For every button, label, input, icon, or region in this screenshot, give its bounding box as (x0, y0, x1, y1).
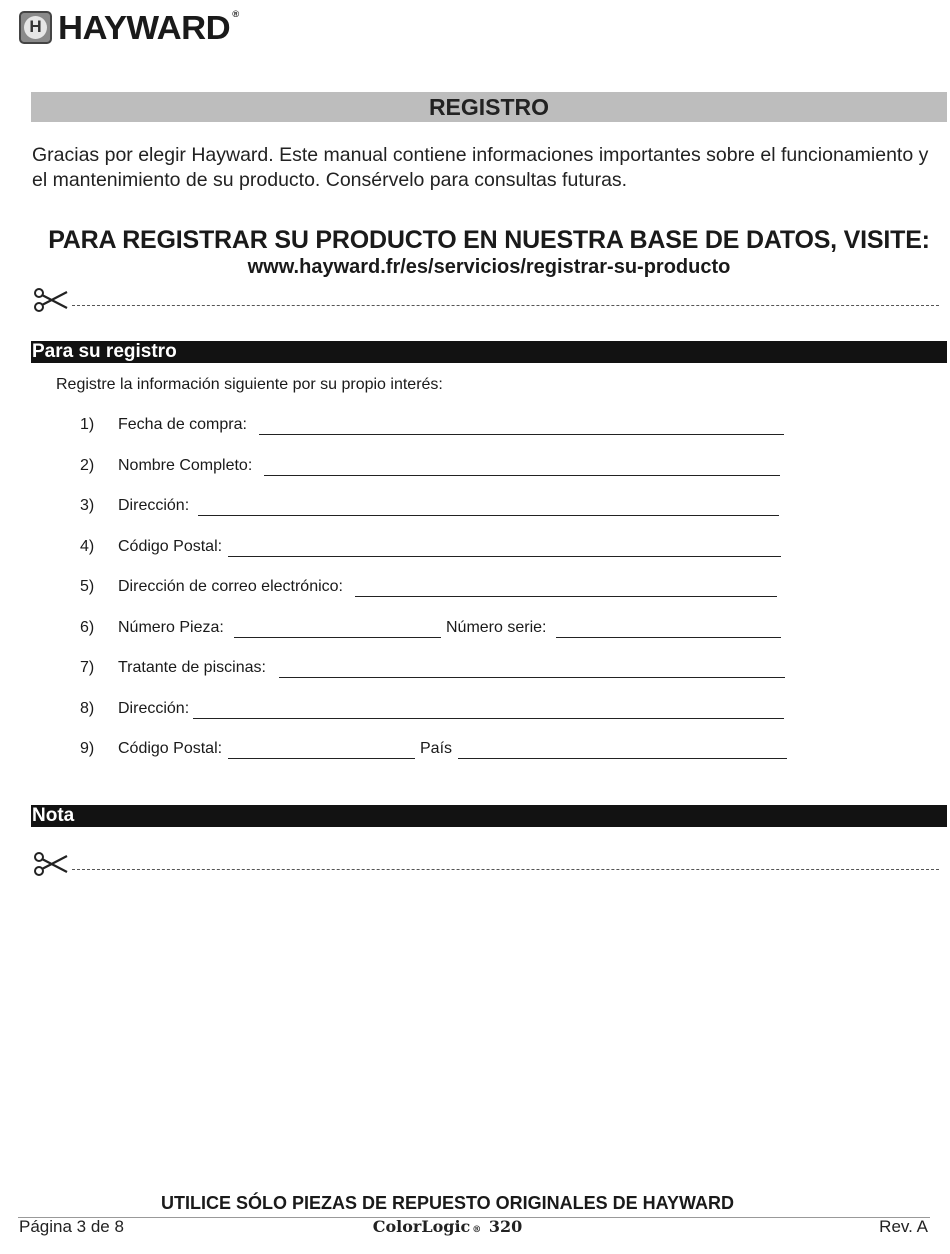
dealer-address-label: Dirección: (118, 700, 190, 717)
hayward-logo-icon (19, 11, 52, 44)
cut-line-bottom (33, 850, 939, 878)
purchase-date-label: Fecha de compra: (118, 416, 247, 433)
scissors-icon (33, 850, 69, 878)
address-field[interactable] (198, 515, 779, 516)
row-number: 7) (80, 659, 95, 676)
row-number: 4) (80, 538, 95, 555)
section-header-registro: Para su registro (31, 341, 947, 363)
full-name-field[interactable] (264, 475, 780, 476)
form-row-purchase-date (80, 416, 800, 438)
postal-code-field[interactable] (228, 556, 781, 557)
part-number-label: Número Pieza: (118, 619, 224, 636)
row-number: 1) (80, 416, 95, 433)
dealer-postal-code-label: Código Postal: (118, 740, 223, 757)
page-title: REGISTRO (31, 92, 947, 122)
form-row-dealer-address (80, 700, 800, 722)
logo-wordmark (58, 8, 239, 46)
purchase-date-field[interactable] (259, 434, 784, 435)
row-number: 2) (80, 457, 95, 474)
email-field[interactable] (355, 596, 777, 597)
product-registered-mark: ® (472, 1225, 482, 1235)
intro-paragraph: Gracias por elegir Hayward. Este manual contiene informaciones importantes sobre el funcionamiento y el mantenimiento de su producto. Consérvelo para consultas futuras. (32, 144, 929, 191)
row-number: 9) (80, 740, 95, 757)
logo-text: HAYWARD (58, 8, 231, 46)
part-number-field[interactable] (234, 637, 441, 638)
revision: Rev. A (879, 1217, 928, 1236)
serial-number-field[interactable] (556, 637, 781, 638)
product-brand: ColorLogic (372, 1217, 471, 1236)
cut-line-top (33, 286, 939, 314)
serial-number-label: Número serie: (446, 619, 547, 636)
postal-code-label: Código Postal: (118, 538, 223, 555)
parts-warning: UTILICE SÓLO PIEZAS DE REPUESTO ORIGINALES DE HAYWARD (160, 1193, 735, 1213)
product-name (0, 1217, 895, 1236)
section-header-nota: Nota (31, 805, 947, 827)
row-number: 5) (80, 578, 95, 595)
full-name-label: Nombre Completo: (118, 457, 253, 474)
dashed-cut-line (72, 869, 939, 870)
row-number: 8) (80, 700, 95, 717)
form-row-postal-code (80, 538, 800, 560)
hayward-logo (19, 8, 239, 46)
country-field[interactable] (458, 758, 787, 759)
row-number: 3) (80, 497, 95, 514)
registration-heading: PARA REGISTRAR SU PRODUCTO EN NUESTRA BASE DE DATOS, VISITE: (48, 226, 930, 254)
form-row-email (80, 578, 800, 600)
form-row-full-name (80, 457, 800, 479)
dealer-address-field[interactable] (193, 718, 784, 719)
row-number: 6) (80, 619, 95, 636)
dashed-cut-line (72, 305, 939, 306)
email-label: Dirección de correo electrónico: (118, 578, 343, 595)
form-row-part-serial (80, 619, 800, 641)
address-label: Dirección: (118, 497, 190, 514)
form-row-pool-dealer (80, 659, 800, 681)
country-label: País (420, 740, 453, 757)
form-row-address (80, 497, 800, 519)
logo-badge-letter: H (24, 16, 47, 39)
pool-dealer-field[interactable] (279, 677, 785, 678)
dealer-postal-code-field[interactable] (228, 758, 415, 759)
product-model: 320 (488, 1217, 523, 1236)
registration-url[interactable]: www.hayward.fr/es/servicios/registrar-su-producto (247, 256, 731, 278)
scissors-icon (33, 286, 69, 314)
form-row-postal-country (80, 740, 800, 762)
page-number: Página 3 de 8 (19, 1217, 124, 1236)
logo-registered-mark: ® (232, 8, 239, 19)
form-instructions: Registre la información siguiente por su propio interés: (56, 376, 443, 393)
pool-dealer-label: Tratante de piscinas: (118, 659, 266, 676)
